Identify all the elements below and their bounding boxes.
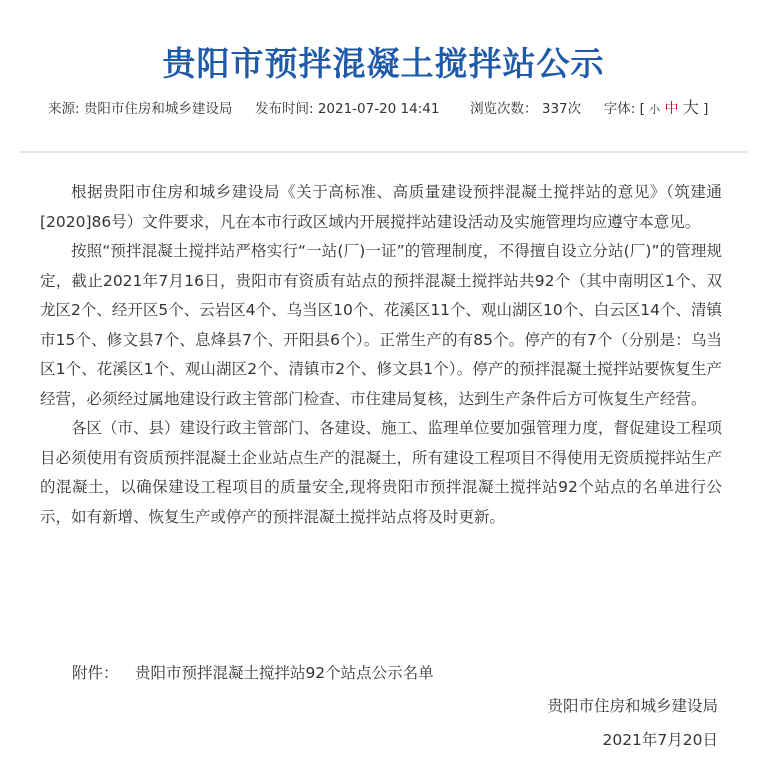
attachment-link[interactable]: 贵阳市预拌混凝土搅拌站92个站点公示名单 (134, 664, 434, 682)
source-label: 来源: (48, 101, 80, 117)
font-small-button[interactable]: 小 (649, 103, 661, 116)
views-count: 337次 (541, 101, 582, 117)
source-value: 贵阳市住房和城乡建设局 (83, 101, 233, 117)
signature-date: 2021年7月20日 (602, 731, 718, 749)
article-meta (48, 98, 738, 120)
signature-org: 贵阳市住房和城乡建设局 (547, 697, 718, 715)
article-body (40, 178, 722, 532)
views-label: 浏览次数： (470, 101, 538, 117)
publish-time: 2021-07-20 14:41 (317, 101, 440, 117)
attachment-label: 附件： (72, 664, 119, 682)
publish-label: 发布时间: (254, 101, 314, 117)
font-bracket-close: ] (703, 101, 709, 117)
body-paragraph: 各区（市、县）建设行政主管部门、各建设、施工、监理单位要加强管理力度，督促建设工程项目必须使用有资质预拌混凝土企业站点生产的混凝土，所有建设工程项目不得使用无资质搅拌站生产的混凝土，以确保建设工程项目的质量安全,现将贵阳市预拌混凝土搅拌站92个站点的名单进行公示，如有新增、恢复生产或停产的预拌混凝土搅拌站点将及时更新。 (40, 419, 723, 526)
body-paragraph: 根据贵阳市住房和城乡建设局《关于高标准、高质量建设预拌混凝土搅拌站的意见》（筑建通[2020]86号）文件要求，凡在本市行政区域内开展搅拌站建设活动及实施管理均应遵守本意见。 (40, 183, 722, 231)
font-size-label: 字体: (603, 101, 636, 117)
body-paragraph: 按照“预拌混凝土搅拌站严格实行“一站(厂)一证”的管理制度，不得擅自设立分站(厂)”的管理规定，截止2021年7月16日，贵阳市有资质有站点的预拌混凝土搅拌站共92个（其中南明区1个、双龙区2个、经开区5个、云岩区4个、乌当区10个、花溪区11个、观山湖区10个、白云区14个、清镇市15个、修文县7个、息烽县7个、开阳县6个）。正常生产的有85个。停产的有7个（分别是：乌当区1个、花溪区1个、观山湖区2个、清镇市2个、修文县1个）。停产的预拌混凝土搅拌站要恢复生产经营，必须经过属地建设行政主管部门检查、市住建局复核，达到生产条件后方可恢复生产经营。 (40, 242, 722, 408)
font-medium-button[interactable]: 中 (664, 101, 679, 117)
attachment-line (72, 661, 434, 685)
header-divider (20, 151, 747, 153)
font-bracket-open: [ (639, 101, 645, 117)
font-large-button[interactable]: 大 (682, 98, 699, 117)
article-title: 贵阳市预拌混凝土搅拌站公示 (162, 44, 605, 83)
